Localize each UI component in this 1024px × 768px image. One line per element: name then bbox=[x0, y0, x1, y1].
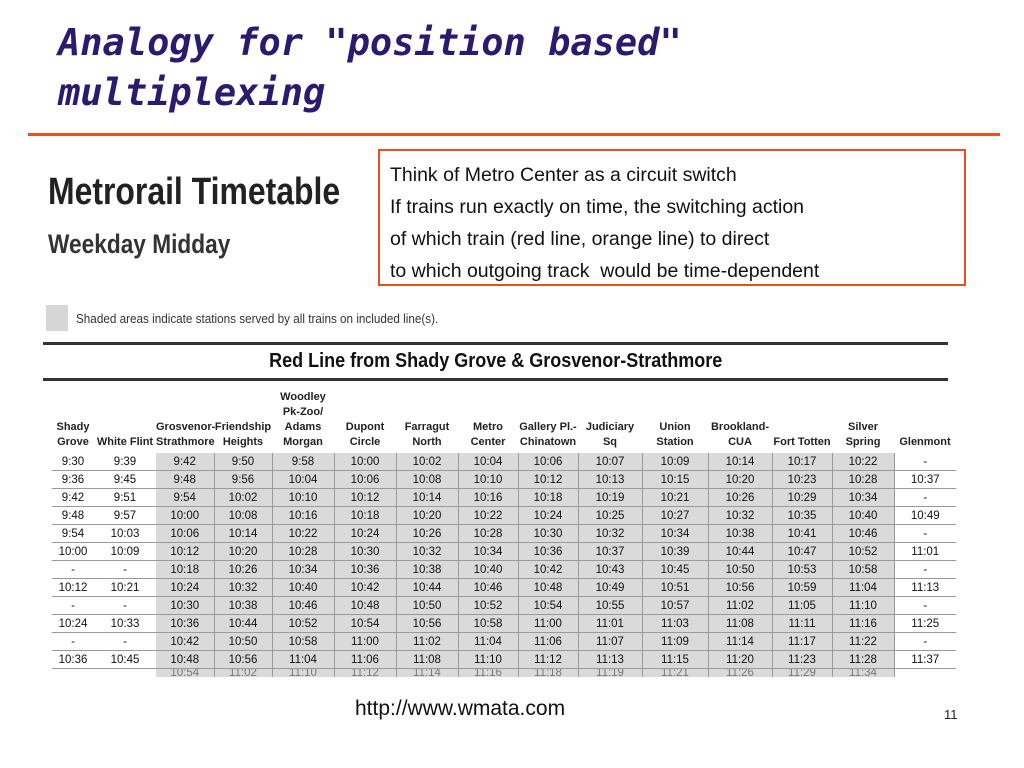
table-row bbox=[52, 651, 956, 669]
table-cell: 10:42 bbox=[156, 633, 214, 651]
table-cell: 10:30 bbox=[518, 525, 578, 543]
column-header: Judiciary Sq bbox=[585, 421, 635, 448]
table-cell: 10:13 bbox=[578, 471, 642, 489]
table-row bbox=[52, 579, 956, 597]
table-cell: 11:34 bbox=[832, 669, 894, 678]
table-cell: 11:01 bbox=[578, 615, 642, 633]
table-cell: 10:50 bbox=[708, 561, 772, 579]
table-cell: 10:59 bbox=[772, 579, 832, 597]
table-cell: 9:36 bbox=[52, 471, 94, 489]
table-cell: 10:12 bbox=[518, 471, 578, 489]
table-cell: 10:22 bbox=[272, 525, 334, 543]
table-cell: 10:58 bbox=[272, 633, 334, 651]
table-cell: - bbox=[52, 561, 94, 579]
table-cell: 11:15 bbox=[642, 651, 708, 669]
table-cell: - bbox=[894, 561, 956, 579]
table-cell: 10:38 bbox=[708, 525, 772, 543]
table-cell: 10:15 bbox=[642, 471, 708, 489]
table-cell: 9:45 bbox=[94, 471, 156, 489]
table-cell: 10:48 bbox=[156, 651, 214, 669]
table-row bbox=[52, 507, 956, 525]
table-cell: 10:14 bbox=[708, 453, 772, 471]
table-cell: 10:37 bbox=[578, 543, 642, 561]
table-row bbox=[52, 633, 956, 651]
table-cell: 11:37 bbox=[894, 651, 956, 669]
table-cell: 11:13 bbox=[578, 651, 642, 669]
table-cell: 10:12 bbox=[334, 489, 396, 507]
table-row bbox=[52, 615, 956, 633]
table-cell: 10:04 bbox=[458, 453, 518, 471]
table-cell: 11:29 bbox=[772, 669, 832, 678]
table-cell: 10:02 bbox=[396, 453, 458, 471]
table-cell: 10:25 bbox=[578, 507, 642, 525]
table-cell: 10:49 bbox=[894, 507, 956, 525]
table-cell: 10:34 bbox=[832, 489, 894, 507]
table-cell: 10:00 bbox=[334, 453, 396, 471]
column-header: Silver Spring bbox=[845, 421, 881, 448]
table-cell: 10:58 bbox=[458, 615, 518, 633]
table-cell: 10:46 bbox=[458, 579, 518, 597]
table-cell: 10:22 bbox=[832, 453, 894, 471]
table-cell: 11:21 bbox=[642, 669, 708, 678]
page-number: 11 bbox=[944, 707, 958, 722]
table-cell: 9:51 bbox=[94, 489, 156, 507]
table-cell: 10:48 bbox=[518, 579, 578, 597]
table-cell: 10:54 bbox=[334, 615, 396, 633]
timetable-grid bbox=[52, 382, 956, 677]
table-cell: 10:26 bbox=[708, 489, 772, 507]
table-cell: 11:13 bbox=[894, 579, 956, 597]
table-cell: 10:45 bbox=[642, 561, 708, 579]
column-header: Gallery Pl.- Chinatown bbox=[519, 421, 577, 448]
table-cell: 10:00 bbox=[156, 507, 214, 525]
legend-text: Shaded areas indicate stations served by all trains on included line(s). bbox=[76, 310, 439, 326]
table-row bbox=[52, 453, 956, 471]
column-header: Woodley Pk-Zoo/ Adams Morgan bbox=[280, 391, 326, 448]
table-cell: 11:02 bbox=[396, 633, 458, 651]
table-cell: 10:20 bbox=[708, 471, 772, 489]
table-cell: 10:02 bbox=[214, 489, 272, 507]
table-cell: 10:55 bbox=[578, 597, 642, 615]
table-cell: 9:48 bbox=[52, 507, 94, 525]
table-cell: 10:24 bbox=[518, 507, 578, 525]
line-title bbox=[43, 345, 948, 378]
table-cell: 9:54 bbox=[156, 489, 214, 507]
table-cell: 10:22 bbox=[458, 507, 518, 525]
table-cell: 10:14 bbox=[396, 489, 458, 507]
legend-swatch bbox=[46, 305, 68, 331]
column-header: Metro Center bbox=[470, 421, 506, 448]
table-cell: 10:07 bbox=[578, 453, 642, 471]
timetable-body bbox=[52, 453, 956, 677]
table-row bbox=[52, 525, 956, 543]
callout-line: Think of Metro Center as a circuit switch bbox=[390, 164, 737, 186]
table-cell: 10:51 bbox=[642, 579, 708, 597]
table-row bbox=[52, 597, 956, 615]
table-cell: 10:14 bbox=[214, 525, 272, 543]
table-cell: 11:28 bbox=[832, 651, 894, 669]
table-cell: 11:10 bbox=[832, 597, 894, 615]
table-cell: 10:18 bbox=[334, 507, 396, 525]
table-cell: 10:36 bbox=[518, 543, 578, 561]
table-cell: 10:39 bbox=[642, 543, 708, 561]
table-cell: 9:39 bbox=[94, 453, 156, 471]
table-cell: 10:26 bbox=[214, 561, 272, 579]
title-underline bbox=[28, 133, 1000, 136]
table-cell bbox=[52, 669, 94, 678]
table-cell: 11:02 bbox=[214, 669, 272, 678]
table-cell: - bbox=[52, 633, 94, 651]
table-cell: 9:30 bbox=[52, 453, 94, 471]
table-cell: 10:47 bbox=[772, 543, 832, 561]
table-cell: 11:06 bbox=[334, 651, 396, 669]
table-cell: 10:16 bbox=[458, 489, 518, 507]
table-cell: 11:04 bbox=[832, 579, 894, 597]
table-cell: 10:52 bbox=[458, 597, 518, 615]
table-cell: 10:12 bbox=[156, 543, 214, 561]
table-cell: 10:18 bbox=[518, 489, 578, 507]
table-cell: 9:42 bbox=[52, 489, 94, 507]
table-cell: 11:00 bbox=[334, 633, 396, 651]
table-cell: 10:45 bbox=[94, 651, 156, 669]
table-cell: - bbox=[894, 633, 956, 651]
table-cell: 11:18 bbox=[518, 669, 578, 678]
table-cell: 10:36 bbox=[52, 651, 94, 669]
table-cell: 11:08 bbox=[396, 651, 458, 669]
table-cell: 11:20 bbox=[708, 651, 772, 669]
table-cell: 10:46 bbox=[272, 597, 334, 615]
table-cell: 11:09 bbox=[642, 633, 708, 651]
table-row bbox=[52, 471, 956, 489]
table-cell: 10:08 bbox=[214, 507, 272, 525]
table-cell: 11:26 bbox=[708, 669, 772, 678]
table-cell: 10:49 bbox=[578, 579, 642, 597]
table-cell: 10:42 bbox=[518, 561, 578, 579]
table-cell: 10:21 bbox=[94, 579, 156, 597]
table-cell: 11:03 bbox=[642, 615, 708, 633]
table-cell: - bbox=[94, 561, 156, 579]
table-row bbox=[52, 669, 956, 678]
column-header: Union Station bbox=[656, 421, 694, 448]
table-cell: 10:34 bbox=[458, 543, 518, 561]
table-cell: 10:26 bbox=[396, 525, 458, 543]
table-cell: 10:19 bbox=[578, 489, 642, 507]
table-cell: 10:20 bbox=[214, 543, 272, 561]
table-row bbox=[52, 561, 956, 579]
table-cell: 10:40 bbox=[458, 561, 518, 579]
table-cell: 11:10 bbox=[458, 651, 518, 669]
table-cell: - bbox=[894, 489, 956, 507]
table-cell: 9:50 bbox=[214, 453, 272, 471]
table-cell: 11:14 bbox=[708, 633, 772, 651]
table-cell: 11:04 bbox=[458, 633, 518, 651]
table-cell: - bbox=[94, 597, 156, 615]
table-cell: 10:32 bbox=[396, 543, 458, 561]
table-cell: 10:46 bbox=[832, 525, 894, 543]
table-cell: 11:07 bbox=[578, 633, 642, 651]
table-cell: 10:36 bbox=[334, 561, 396, 579]
table-cell: 11:25 bbox=[894, 615, 956, 633]
table-cell: 10:03 bbox=[94, 525, 156, 543]
table-cell: 11:06 bbox=[518, 633, 578, 651]
table-cell: 10:21 bbox=[642, 489, 708, 507]
table-cell: 11:19 bbox=[578, 669, 642, 678]
column-header: Friendship Heights bbox=[214, 421, 272, 448]
table-cell: 10:32 bbox=[578, 525, 642, 543]
column-header: Shady Grove bbox=[56, 421, 90, 448]
table-cell: 11:01 bbox=[894, 543, 956, 561]
table-cell: 11:02 bbox=[708, 597, 772, 615]
table-cell: 11:12 bbox=[518, 651, 578, 669]
column-header: White Flint bbox=[96, 436, 154, 448]
table-cell: 11:12 bbox=[334, 669, 396, 678]
table-cell: 10:57 bbox=[642, 597, 708, 615]
table-cell: 9:56 bbox=[214, 471, 272, 489]
table-cell: - bbox=[52, 597, 94, 615]
table-cell: 10:10 bbox=[458, 471, 518, 489]
table-cell bbox=[94, 669, 156, 678]
table-cell: 10:36 bbox=[156, 615, 214, 633]
column-header: Farragut North bbox=[404, 421, 450, 448]
table-cell: 10:06 bbox=[156, 525, 214, 543]
table-cell: 10:00 bbox=[52, 543, 94, 561]
table-cell: 10:56 bbox=[214, 651, 272, 669]
table-cell: 10:44 bbox=[396, 579, 458, 597]
column-header: Fort Totten bbox=[773, 436, 831, 448]
table-cell: 10:20 bbox=[396, 507, 458, 525]
table-cell: 10:24 bbox=[156, 579, 214, 597]
table-cell: 10:32 bbox=[708, 507, 772, 525]
table-cell: - bbox=[894, 525, 956, 543]
table-cell: 9:58 bbox=[272, 453, 334, 471]
table-cell: 9:42 bbox=[156, 453, 214, 471]
table-cell: 10:56 bbox=[708, 579, 772, 597]
table-cell: 10:06 bbox=[334, 471, 396, 489]
slide-title: Analogy for "position based" multiplexing bbox=[58, 21, 682, 114]
table-cell: 10:40 bbox=[272, 579, 334, 597]
timetable-header-row bbox=[52, 382, 956, 453]
table-cell: 11:16 bbox=[832, 615, 894, 633]
table-cell: 11:16 bbox=[458, 669, 518, 678]
table-cell: 11:11 bbox=[772, 615, 832, 633]
table-cell: 10:38 bbox=[396, 561, 458, 579]
table-cell: - bbox=[94, 633, 156, 651]
line-title-text: Red Line from Shady Grove & Grosvenor-Strathmore bbox=[268, 350, 723, 372]
table-cell: 10:06 bbox=[518, 453, 578, 471]
table-cell: 10:56 bbox=[396, 615, 458, 633]
table-cell: 11:05 bbox=[772, 597, 832, 615]
table-cell: 10:44 bbox=[214, 615, 272, 633]
table-cell: 10:24 bbox=[334, 525, 396, 543]
table-cell: 10:12 bbox=[52, 579, 94, 597]
table-cell: 10:52 bbox=[832, 543, 894, 561]
table-cell: 10:04 bbox=[272, 471, 334, 489]
column-header: Grosvenor-Strathmore bbox=[156, 421, 216, 448]
table-cell: 10:41 bbox=[772, 525, 832, 543]
table-cell: 10:32 bbox=[214, 579, 272, 597]
table-cell: 10:38 bbox=[214, 597, 272, 615]
callout-line: If trains run exactly on time, the switching action bbox=[390, 196, 805, 218]
table-cell: 10:42 bbox=[334, 579, 396, 597]
table-cell: 10:17 bbox=[772, 453, 832, 471]
table-cell: 11:10 bbox=[272, 669, 334, 678]
table-cell: - bbox=[894, 453, 956, 471]
table-cell: 10:37 bbox=[894, 471, 956, 489]
table-cell: 11:17 bbox=[772, 633, 832, 651]
table-cell: 10:30 bbox=[156, 597, 214, 615]
table-cell: 9:57 bbox=[94, 507, 156, 525]
table-row bbox=[52, 489, 956, 507]
timetable-subheading: Weekday Midday bbox=[48, 229, 231, 259]
table-cell: 10:24 bbox=[52, 615, 94, 633]
table-cell: 10:44 bbox=[708, 543, 772, 561]
table-cell: 10:09 bbox=[94, 543, 156, 561]
line-title-rule-bottom bbox=[43, 378, 948, 381]
table-cell: 10:29 bbox=[772, 489, 832, 507]
callout-line: of which train (red line, orange line) to direct bbox=[390, 228, 770, 250]
table-cell: 10:28 bbox=[832, 471, 894, 489]
table-cell: 10:28 bbox=[272, 543, 334, 561]
table-cell: 11:22 bbox=[832, 633, 894, 651]
table-cell: 10:40 bbox=[832, 507, 894, 525]
table-cell: 10:54 bbox=[156, 669, 214, 678]
table-cell: 11:04 bbox=[272, 651, 334, 669]
table-cell: 10:53 bbox=[772, 561, 832, 579]
table-cell: 10:34 bbox=[642, 525, 708, 543]
table-cell: 10:09 bbox=[642, 453, 708, 471]
table-cell: 10:48 bbox=[334, 597, 396, 615]
table-cell: 10:54 bbox=[518, 597, 578, 615]
callout-line: to which outgoing track would be time-dependent bbox=[390, 260, 820, 282]
shading-legend bbox=[46, 305, 479, 331]
table-cell: 11:23 bbox=[772, 651, 832, 669]
table-cell: 10:35 bbox=[772, 507, 832, 525]
table-cell: 10:28 bbox=[458, 525, 518, 543]
table-cell: 10:18 bbox=[156, 561, 214, 579]
column-header: Glenmont bbox=[899, 436, 951, 448]
table-cell: 9:48 bbox=[156, 471, 214, 489]
table-row bbox=[52, 543, 956, 561]
table-cell: 10:23 bbox=[772, 471, 832, 489]
table-cell: 10:33 bbox=[94, 615, 156, 633]
timetable-heading: Metrorail Timetable bbox=[48, 171, 341, 213]
table-cell: 11:00 bbox=[518, 615, 578, 633]
table-cell: 10:43 bbox=[578, 561, 642, 579]
table-cell: 11:14 bbox=[396, 669, 458, 678]
table-cell: 10:52 bbox=[272, 615, 334, 633]
table-cell bbox=[894, 669, 956, 678]
table-cell: 10:30 bbox=[334, 543, 396, 561]
column-header: Dupont Circle bbox=[345, 421, 385, 448]
table-cell: 10:34 bbox=[272, 561, 334, 579]
table-cell: 10:10 bbox=[272, 489, 334, 507]
table-cell: 11:08 bbox=[708, 615, 772, 633]
table-cell: 10:58 bbox=[832, 561, 894, 579]
callout-box bbox=[378, 149, 966, 286]
column-header: Brookland-CUA bbox=[710, 421, 770, 448]
table-cell: 9:54 bbox=[52, 525, 94, 543]
table-cell: 10:27 bbox=[642, 507, 708, 525]
table-cell: 10:16 bbox=[272, 507, 334, 525]
table-cell: - bbox=[894, 597, 956, 615]
source-url: http://www.wmata.com bbox=[355, 697, 566, 720]
table-cell: 10:50 bbox=[214, 633, 272, 651]
table-cell: 10:08 bbox=[396, 471, 458, 489]
table-cell: 10:50 bbox=[396, 597, 458, 615]
